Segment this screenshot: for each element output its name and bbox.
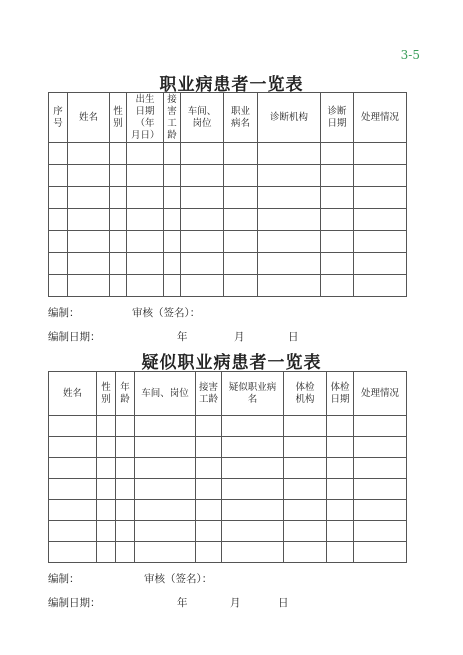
table2-date-label: 编制日期：: [48, 597, 101, 609]
table2-cell[interactable]: [284, 437, 327, 458]
table2-cell[interactable]: [116, 542, 135, 563]
table1-reviewer-label: 审核（签名）：: [132, 307, 201, 319]
table2-cell[interactable]: [284, 458, 327, 479]
table2-cell[interactable]: [196, 500, 222, 521]
table2-cell[interactable]: [354, 542, 407, 563]
table2-row: [49, 416, 407, 437]
table2-cell[interactable]: [354, 500, 407, 521]
table2-cell[interactable]: [97, 500, 116, 521]
table2-cell[interactable]: [116, 479, 135, 500]
table2-header-cell: 姓名: [49, 372, 97, 416]
table2-cell[interactable]: [327, 458, 354, 479]
table1-cell[interactable]: [110, 275, 127, 297]
table1-cell[interactable]: [224, 275, 258, 297]
table1-cell[interactable]: [110, 143, 127, 165]
table1-row: [49, 275, 407, 297]
table2-reviewer-label: 审核（签名）：: [144, 573, 213, 585]
table2-cell[interactable]: [327, 479, 354, 500]
table2-cell[interactable]: [49, 500, 97, 521]
table2-header-cell: 体检机构: [284, 372, 327, 416]
table2-cell[interactable]: [284, 521, 327, 542]
table2-cell[interactable]: [116, 500, 135, 521]
table1-cell[interactable]: [354, 143, 407, 165]
table2-cell[interactable]: [354, 521, 407, 542]
table1-cell[interactable]: [258, 187, 321, 209]
table1-header-cell: 职业病名: [224, 93, 258, 143]
table2-cell[interactable]: [222, 416, 284, 437]
table1-cell[interactable]: [224, 165, 258, 187]
table2-cell[interactable]: [196, 521, 222, 542]
table1-cell[interactable]: [321, 165, 354, 187]
table2-grid: [48, 371, 407, 563]
table2-cell[interactable]: [196, 416, 222, 437]
table2-cell[interactable]: [222, 500, 284, 521]
table1-cell[interactable]: [181, 187, 224, 209]
table1-header-cell: 处理情况: [354, 93, 407, 143]
table1-cell[interactable]: [181, 231, 224, 253]
table2-cell[interactable]: [116, 458, 135, 479]
table1-row: [49, 143, 407, 165]
table1-cell[interactable]: [181, 209, 224, 231]
table2-cell[interactable]: [196, 458, 222, 479]
table2-header-cell: 接害工龄: [196, 372, 222, 416]
table1-cell[interactable]: [224, 209, 258, 231]
table1-cell[interactable]: [354, 187, 407, 209]
table2-header-cell: 年龄: [116, 372, 135, 416]
table2-cell[interactable]: [135, 500, 196, 521]
table2-date-year: 年: [177, 597, 188, 609]
table1-cell[interactable]: [127, 253, 164, 275]
table2-header-cell: 体检日期: [327, 372, 354, 416]
table2-editor-label: 编制：: [48, 573, 80, 585]
table2-cell[interactable]: [354, 458, 407, 479]
table2-cell[interactable]: [97, 479, 116, 500]
table2-cell[interactable]: [135, 479, 196, 500]
table1-cell[interactable]: [110, 209, 127, 231]
table2-cell[interactable]: [135, 542, 196, 563]
table2-cell[interactable]: [135, 437, 196, 458]
table1-cell[interactable]: [354, 231, 407, 253]
table2-header-cell: 车间、岗位: [135, 372, 196, 416]
table1-cell[interactable]: [258, 253, 321, 275]
table1-cell[interactable]: [164, 165, 181, 187]
table2-cell[interactable]: [196, 437, 222, 458]
table1-header-cell: 性别: [110, 93, 127, 143]
table2-cell[interactable]: [327, 437, 354, 458]
table1-cell[interactable]: [110, 165, 127, 187]
table1-cell[interactable]: [110, 187, 127, 209]
table1-date-year: 年: [177, 331, 188, 343]
table2-cell[interactable]: [354, 416, 407, 437]
table1-cell[interactable]: [258, 209, 321, 231]
table1-header-cell: 诊断日期: [321, 93, 354, 143]
table1-cell[interactable]: [127, 165, 164, 187]
table2-title: 疑似职业病患者一览表: [141, 353, 322, 373]
table2-cell[interactable]: [222, 458, 284, 479]
table2-cell[interactable]: [97, 416, 116, 437]
table1-cell[interactable]: [258, 231, 321, 253]
table2-date-month: 月: [230, 597, 241, 609]
table1-cell[interactable]: [258, 143, 321, 165]
table1-cell[interactable]: [68, 165, 110, 187]
table2-cell[interactable]: [222, 479, 284, 500]
table1-row: [49, 209, 407, 231]
table1-cell[interactable]: [321, 143, 354, 165]
table2-cell[interactable]: [49, 542, 97, 563]
table1-cell[interactable]: [110, 231, 127, 253]
table2-cell[interactable]: [116, 521, 135, 542]
table2-cell[interactable]: [116, 437, 135, 458]
table1-cell[interactable]: [127, 209, 164, 231]
table1-title: 职业病患者一览表: [159, 75, 304, 95]
table1-cell[interactable]: [224, 143, 258, 165]
table1-cell[interactable]: [110, 253, 127, 275]
table2-cell[interactable]: [327, 521, 354, 542]
table1-cell[interactable]: [49, 209, 68, 231]
table2-cell[interactable]: [49, 416, 97, 437]
table1-header-cell: 序号: [49, 93, 68, 143]
table2-header-row: [49, 372, 407, 416]
table2-cell[interactable]: [354, 437, 407, 458]
table1-header-cell: 姓名: [68, 93, 110, 143]
table2-cell[interactable]: [327, 500, 354, 521]
table1-cell[interactable]: [68, 275, 110, 297]
table2-row: [49, 437, 407, 458]
table1-row: [49, 231, 407, 253]
table1-cell[interactable]: [224, 253, 258, 275]
table1-row: [49, 165, 407, 187]
table2-row: [49, 521, 407, 542]
table1-cell[interactable]: [127, 187, 164, 209]
table2-header-cell: 性别: [97, 372, 116, 416]
table1-cell[interactable]: [321, 275, 354, 297]
table1-cell[interactable]: [68, 209, 110, 231]
table1-header-row: [49, 93, 407, 143]
table1-cell[interactable]: [49, 187, 68, 209]
table1-cell[interactable]: [127, 275, 164, 297]
table2-cell[interactable]: [135, 458, 196, 479]
table2-cell[interactable]: [49, 521, 97, 542]
table2-cell[interactable]: [97, 437, 116, 458]
table1-cell[interactable]: [354, 253, 407, 275]
table2-cell[interactable]: [49, 479, 97, 500]
table1-cell[interactable]: [181, 165, 224, 187]
table1-cell[interactable]: [258, 165, 321, 187]
table1-cell[interactable]: [68, 143, 110, 165]
table1-cell[interactable]: [354, 165, 407, 187]
table2-cell[interactable]: [354, 479, 407, 500]
form-code: 3-5: [400, 48, 420, 62]
table1-header-cell: 诊断机构: [258, 93, 321, 143]
table1-cell[interactable]: [164, 209, 181, 231]
table2-cell[interactable]: [97, 458, 116, 479]
table2-cell[interactable]: [196, 479, 222, 500]
table2-row: [49, 479, 407, 500]
table2-cell[interactable]: [284, 479, 327, 500]
table2-cell[interactable]: [327, 416, 354, 437]
table2-cell[interactable]: [49, 437, 97, 458]
table2-header-cell: 疑似职业病名: [222, 372, 284, 416]
table1-cell[interactable]: [224, 187, 258, 209]
table1-cell[interactable]: [321, 231, 354, 253]
table1-cell[interactable]: [164, 231, 181, 253]
table2-cell[interactable]: [222, 521, 284, 542]
table2-row: [49, 542, 407, 563]
table1-cell[interactable]: [321, 187, 354, 209]
table1-cell[interactable]: [258, 275, 321, 297]
table1-cell[interactable]: [164, 187, 181, 209]
table1-header-cell: 出生日期（年月日）: [127, 93, 164, 143]
table1-cell[interactable]: [181, 275, 224, 297]
table1-date-month: 月: [234, 331, 245, 343]
table2-cell[interactable]: [196, 542, 222, 563]
table1-date-day: 日: [288, 331, 299, 343]
table1-cell[interactable]: [49, 275, 68, 297]
table1-cell[interactable]: [321, 253, 354, 275]
table1-cell[interactable]: [164, 275, 181, 297]
table1-cell[interactable]: [321, 209, 354, 231]
table1-header-cell: 接害工龄: [164, 93, 181, 143]
table1-cell[interactable]: [224, 231, 258, 253]
table1-cell[interactable]: [127, 143, 164, 165]
table2-row: [49, 500, 407, 521]
table1-cell[interactable]: [354, 209, 407, 231]
table1-cell[interactable]: [164, 143, 181, 165]
table1-cell[interactable]: [49, 165, 68, 187]
table1-cell[interactable]: [68, 253, 110, 275]
table1-date-label: 编制日期：: [48, 331, 101, 343]
table1-cell[interactable]: [181, 143, 224, 165]
table1-cell[interactable]: [127, 231, 164, 253]
table1-row: [49, 253, 407, 275]
table2-cell[interactable]: [49, 458, 97, 479]
table1-header-cell: 车间、岗位: [181, 93, 224, 143]
table1-cell[interactable]: [49, 253, 68, 275]
table2-row: [49, 458, 407, 479]
table1-grid: [48, 92, 407, 297]
table2-cell[interactable]: [284, 500, 327, 521]
table1-cell[interactable]: [49, 143, 68, 165]
table1-row: [49, 187, 407, 209]
table1-cell[interactable]: [68, 231, 110, 253]
table2-cell[interactable]: [222, 437, 284, 458]
table2-cell[interactable]: [284, 416, 327, 437]
table1-cell[interactable]: [354, 275, 407, 297]
table1-cell[interactable]: [164, 253, 181, 275]
table1-cell[interactable]: [49, 231, 68, 253]
table2-cell[interactable]: [116, 416, 135, 437]
table1-cell[interactable]: [181, 253, 224, 275]
table2-cell[interactable]: [97, 542, 116, 563]
table2-cell[interactable]: [135, 416, 196, 437]
table2-cell[interactable]: [135, 521, 196, 542]
table2-cell[interactable]: [97, 521, 116, 542]
table1-cell[interactable]: [68, 187, 110, 209]
table1-editor-label: 编制：: [48, 307, 80, 319]
table2-date-day: 日: [278, 597, 289, 609]
table2-cell[interactable]: [222, 542, 284, 563]
table2-header-cell: 处理情况: [354, 372, 407, 416]
table2-cell[interactable]: [284, 542, 327, 563]
table2-cell[interactable]: [327, 542, 354, 563]
